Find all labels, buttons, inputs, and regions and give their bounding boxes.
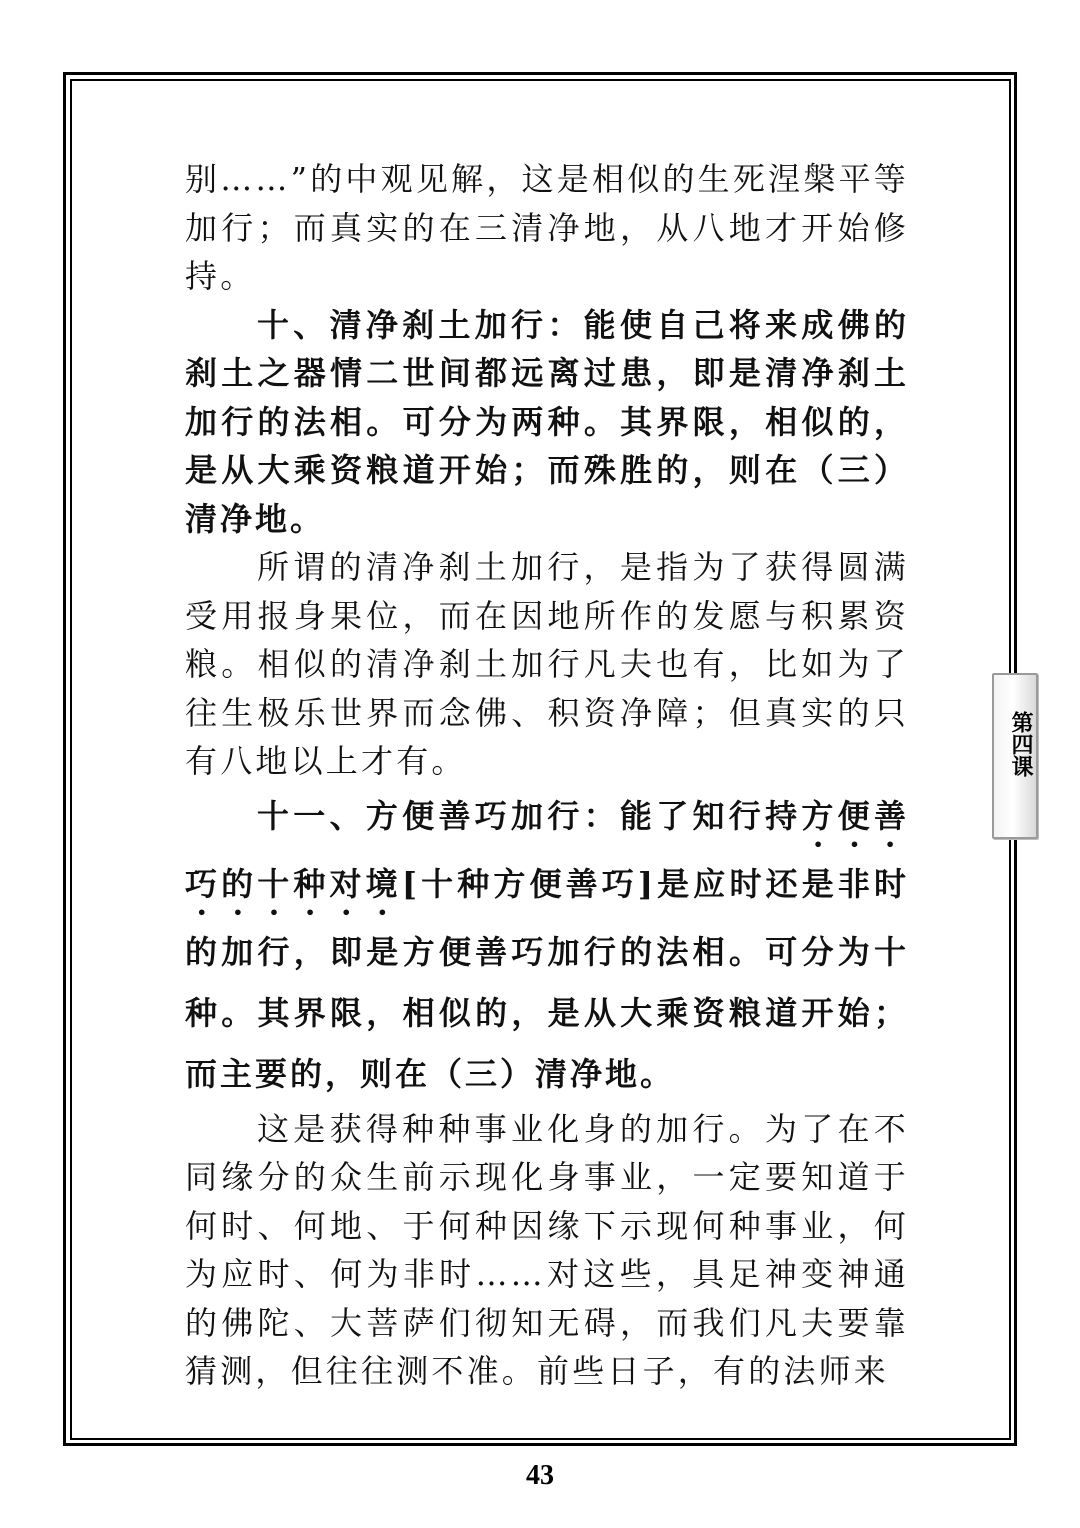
body-paragraph: 这是获得种种事业化身的加行。为了在不同缘分的众生前示现化身事业，一定要知道于何时、何地、于何种因缘下示现何种事业，何为应时、何为非时……对这些，具足神变神通的佛陀、大菩萨们彻知无碍，而我们凡夫要靠猜测，但往往测不准。前些日子，有的法师来: [185, 1109, 909, 1390]
section-heading-paragraph: [185, 786, 909, 1105]
chapter-side-tab: [992, 673, 1038, 839]
section-heading-text: [十种方便善巧]是应时还是非时的加行，即是方便善巧加行的法相。可分为十种。其界限，相似的，是从大乘资粮道开始；而主要的，则在（三）清净地。: [185, 864, 909, 1093]
page-number: 43: [526, 1460, 554, 1491]
section-heading-paragraph: 十、清净刹土加行：能使自己将来成佛的刹土之器情二世间都远离过患，即是清净刹土加行的法相。可分为两种。其界限，相似的，是从大乘资粮道开始；而殊胜的，则在（三）清净地。: [185, 305, 909, 538]
emphasized-text: 方便善巧的十种对境: [185, 796, 909, 903]
body-paragraph: 别……”的中观见解，这是相似的生死涅槃平等加行；而真实的在三清净地，从八地才开始修持。: [185, 160, 909, 295]
body-paragraph: 所谓的清净刹土加行，是指为了获得圆满受用报身果位，而在因地所作的发愿与积累资粮。相似的清净刹土加行凡夫也有，比如为了往生极乐世界而念佛、积资净障；但真实的只有八地以上才有。: [185, 548, 909, 780]
page-body: [185, 155, 909, 1396]
section-heading-text: 十一、方便善巧加行：能了知行持: [257, 796, 802, 835]
chapter-side-tab-label: 第四课: [1008, 711, 1034, 777]
